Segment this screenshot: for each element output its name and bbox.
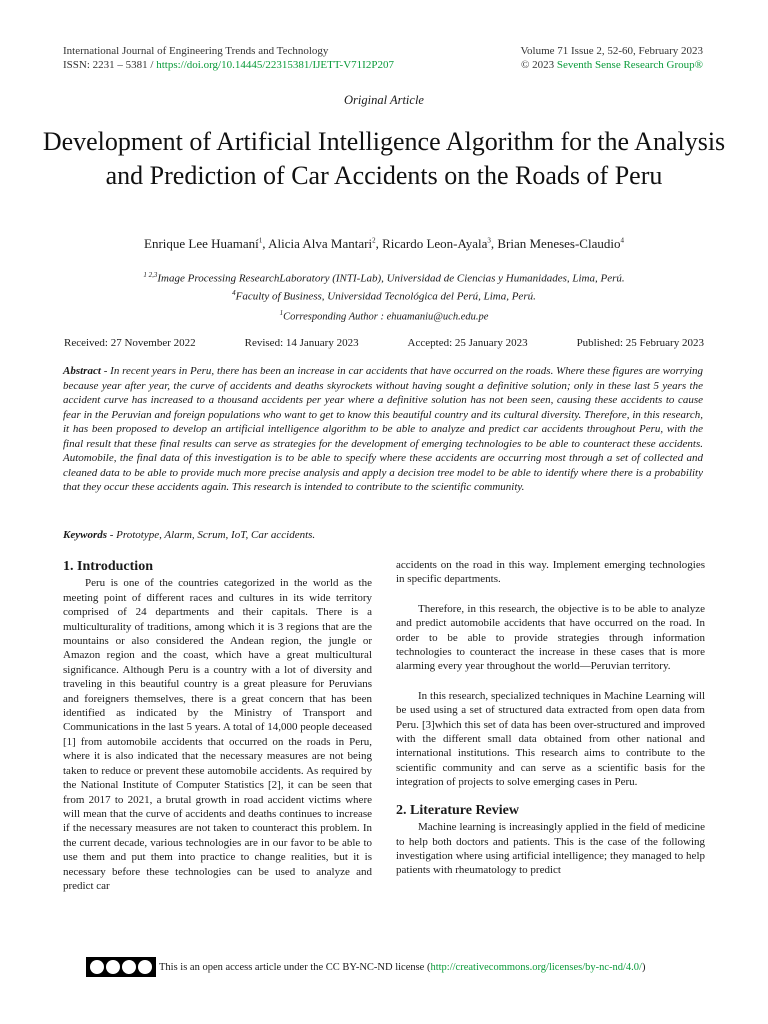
paragraph: Therefore, in this research, the objective is to be able to analyze and predict automobile accidents that have occurred on the road. In order to be able to provide strategies through information technologies to counteract the increase in these cases that is more alarming every year throughout the world—Peruvian territory.	[396, 602, 705, 673]
cc-license-icon	[86, 957, 156, 977]
author: Brian Meneses-Claudio$^4$	[497, 236, 624, 251]
right-column	[396, 558, 705, 878]
dates-row	[64, 337, 704, 349]
license-text: This is an open access article under the CC BY-NC-ND license (http://creativecommons.org/licenses/by-nc-nd/4.0/)	[159, 961, 646, 973]
affiliations	[40, 268, 728, 304]
paragraph: accidents on the road in this way. Implement emerging technologies in specific departments.	[396, 559, 705, 586]
date-accepted: Accepted: 25 January 2023	[407, 337, 528, 349]
date-published: Published: 25 February 2023	[576, 337, 704, 349]
copyright-line: © 2023 Seventh Sense Research Group®	[521, 58, 703, 71]
doi-link[interactable]: https://doi.org/10.14445/22315381/IJETT-V71I2P207	[156, 58, 394, 71]
paper-title: Development of Artificial Intelligence Algorithm for the Analysis and Prediction of Car Accidents on the Roads of Peru	[42, 127, 726, 190]
author-list	[40, 236, 728, 252]
abstract-text: - In recent years in Peru, there has been an increase in car accidents that have occurred on the roads. Where these figures are worrying because year after year, the curve of accidents and deaths skyrockets without having sought a definitive solution; only in these last 5 years the accident curve has increased to a thousand accidents per year where a definitive solution has not been seen, causing these accidents to cause fear in the Peruvian and foreign populations who want to get to know this beautiful country and its cultural diversity. Therefore, in this research, it has been proposed to develop an artificial intelligence algorithm to be able to analyze and predict car accidents throughout Peru, with the final result that these final results can serve as strategies for the development of emerging technologies to be able to counteract these accidents. Automobile, the final data of this investigation is to be able to specify where these accidents are occurring most through a set of collected and cleaned data to be able to provide much more precise analysis and apply a decision tree model to be able to identify where there is a probability that they occur these accidents again. This research is intended to contribute to the scientific community.	[63, 365, 703, 493]
date-revised: Revised: 14 January 2023	[244, 337, 359, 349]
author: Ricardo Leon-Ayala$^3$,	[382, 236, 498, 251]
corresponding-author: $^1$Corresponding Author : ehuamaniu@uch.edu.pe	[279, 309, 489, 323]
date-received: Received: 27 November 2022	[64, 337, 196, 349]
affiliation-1: $^{1 2,3}$Image Processing ResearchLaboratory (INTI-Lab), Universidad de Ciencias y Humanidades, Lima, Perú.	[143, 271, 625, 285]
section-heading: 2. Literature Review	[396, 802, 519, 818]
article-type: Original Article	[344, 93, 424, 107]
affiliation-2: $^4$Faculty of Business, Universidad Tecnológica del Perú, Lima, Perú.	[232, 289, 536, 303]
left-column	[63, 560, 372, 893]
keywords-label: Keywords	[63, 529, 107, 541]
license-footer	[86, 957, 645, 977]
author: Enrique Lee Huamaní$^1$,	[144, 236, 269, 251]
publisher-link[interactable]: Seventh Sense Research Group®	[556, 58, 703, 71]
license-link[interactable]: http://creativecommons.org/licenses/by-nc-nd/4.0/	[430, 961, 642, 973]
issn-line: ISSN: 2231 – 5381 / https://doi.org/10.14445/22315381/IJETT-V71I2P207	[63, 58, 394, 71]
paragraph: In this research, specialized techniques in Machine Learning will be used using a set of structured data extracted from open data from Peru. [3]which this set of data has been over-structured and improved with the different small data obtained from other national and international institutions. This research aims to contribute to the scientific community and can serve as a scientific basis for the integration of projects to solve emerging cases in Peru.	[396, 689, 705, 789]
journal-header	[63, 45, 394, 72]
section-heading: 1. Introduction	[63, 559, 153, 574]
abstract-label: Abstract	[63, 365, 101, 377]
abstract	[63, 364, 703, 495]
keywords	[63, 529, 703, 541]
paragraph: Peru is one of the countries categorized in the world as the meeting point of different races and cultures in its wide territory comprised of 24 departments and their capitals. There is a multiculturality of traditions, among which it is 3 regions that are the mountains or also considered the Andean region, the jungle or Amazon region and the coast, which have a great multicultural significance. Although Peru is a country with a lot of diversity and traveling in this beautiful country is a great pleasure for Peruvians and foreigners themselves, there is a great concern that has been identified as indicated by the Ministry of Transport and Communications in the last 5 years. A total of 14,000 people deceased [1] from automobile accidents that occurred on the roads in Peru, where it is also indicated that the necessary measures are not being taken to reduce or prevent these automobile accidents. As required by the National Institute of Computer Statistics [2], it can be seen that from 2017 to 2021, a brutal growth in road accident victims where will mean that the curve of accidents and deaths continues to increase if the necessary measures are not taken to counteract this problem. In the current decade, various technologies are in our favor to be able to use them and put them into practice to change realities, but it is necessary before these technologies can be used to analyze and predict car	[63, 577, 372, 892]
journal-name: International Journal of Engineering Trends and Technology	[63, 45, 329, 57]
paragraph: Machine learning is increasingly applied in the field of medicine to help both doctors and patients. This is the case of the following investigation where using artificial intelligence; they managed to help patients with rheumatology to predict	[396, 821, 705, 877]
author: Alicia Alva Mantari$^2$,	[268, 236, 383, 251]
volume-line: Volume 71 Issue 2, 52-60, February 2023	[520, 45, 703, 57]
keywords-text: - Prototype, Alarm, Scrum, IoT, Car accidents.	[107, 529, 316, 541]
volume-info	[521, 45, 704, 72]
